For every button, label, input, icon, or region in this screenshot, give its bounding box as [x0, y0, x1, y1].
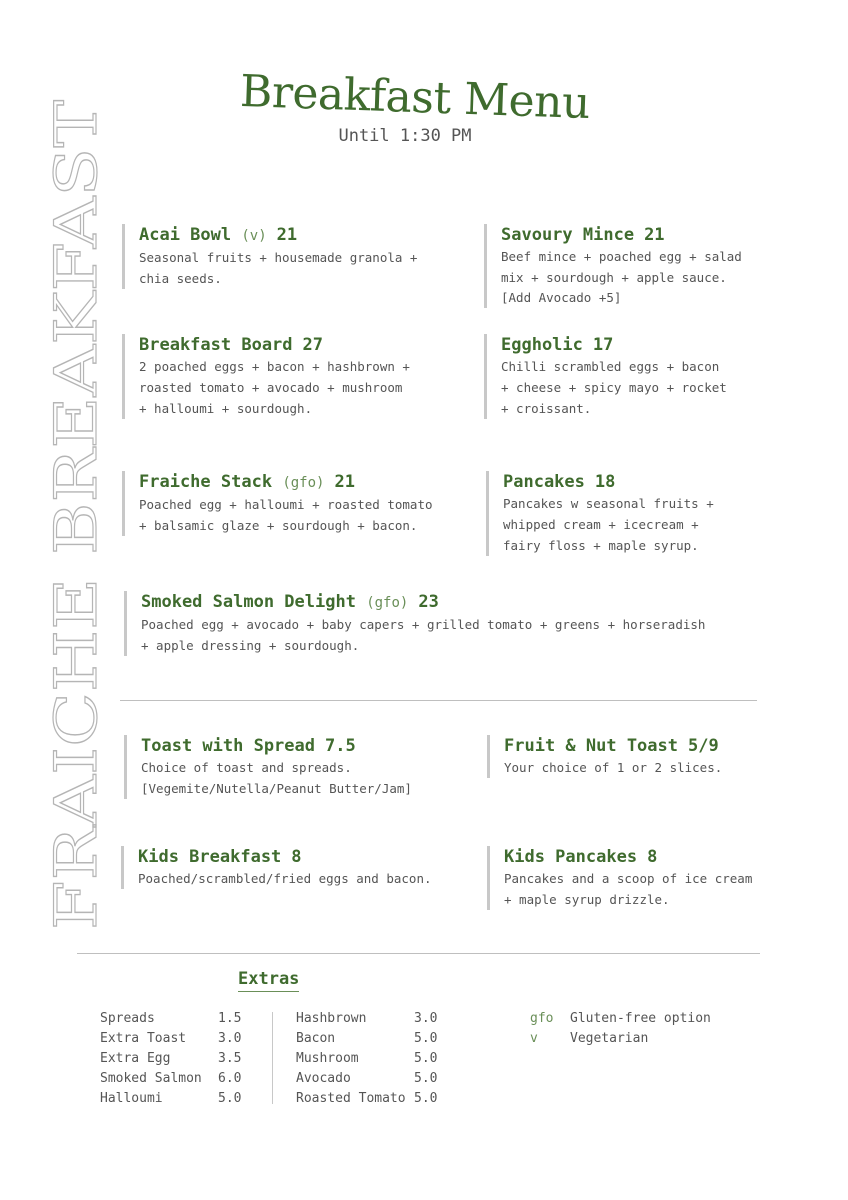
item-desc-line: Beef mince + poached egg + salad	[501, 249, 742, 264]
item-desc-line: chia seeds.	[139, 271, 222, 286]
extra-name: Mushroom	[296, 1051, 359, 1066]
extra-name: Avocado	[296, 1071, 351, 1086]
item-desc-line: + maple syrup drizzle.	[504, 892, 670, 907]
menu-item-breakfast-board	[122, 334, 410, 419]
menu-item-pancakes	[486, 471, 714, 556]
menu-item-kids-pancakes	[487, 846, 752, 910]
item-desc-line: 2 poached eggs + bacon + hashbrown +	[139, 359, 410, 374]
item-tag: (gfo)	[282, 475, 325, 491]
extras-row	[100, 1069, 258, 1089]
item-desc-line: + halloumi + sourdough.	[139, 401, 313, 416]
item-heading	[504, 735, 722, 757]
menu-item-smoked-salmon-delight	[124, 591, 705, 656]
item-name: Fraiche Stack	[139, 472, 273, 492]
item-heading	[138, 846, 432, 868]
extra-price: 5.0	[414, 1071, 438, 1086]
extra-name: Spreads	[100, 1011, 155, 1026]
item-desc-line: Poached/scrambled/fried eggs and bacon.	[138, 871, 432, 886]
menu-item-toast-with-spread	[124, 735, 412, 799]
item-tag: (v)	[241, 228, 267, 244]
extras-row	[100, 1029, 258, 1049]
item-desc-line: Poached egg + halloumi + roasted tomato	[139, 497, 433, 512]
item-price: 21	[276, 225, 298, 245]
item-heading	[139, 334, 410, 356]
item-heading	[504, 846, 752, 868]
extras-list-left	[100, 1009, 258, 1109]
item-desc-line: Pancakes w seasonal fruits +	[503, 496, 714, 511]
extras-row	[296, 1089, 454, 1109]
legend-meaning: Gluten-free option	[570, 1011, 711, 1026]
item-name: Fruit & Nut Toast	[504, 736, 678, 756]
item-name: Kids Pancakes	[504, 847, 638, 867]
dietary-legend	[530, 1009, 711, 1049]
extras-row	[296, 1029, 454, 1049]
extras-row	[296, 1049, 454, 1069]
item-tag: (gfo)	[366, 595, 409, 611]
legend-row	[530, 1009, 711, 1029]
item-desc-line: Choice of toast and spreads.	[141, 760, 352, 775]
item-name: Smoked Salmon Delight	[141, 592, 356, 612]
extra-price: 6.0	[218, 1071, 242, 1086]
extra-name: Roasted Tomato	[296, 1091, 406, 1106]
item-price: 7.5	[325, 736, 356, 756]
item-price: 8	[291, 847, 302, 867]
item-name: Breakfast Board	[139, 335, 293, 355]
item-desc-line: Seasonal fruits + housemade granola +	[139, 250, 418, 265]
extra-name: Hashbrown	[296, 1011, 367, 1026]
side-title-svg	[20, 95, 130, 930]
extras-row	[100, 1089, 258, 1109]
item-name: Acai Bowl	[139, 225, 232, 245]
legend-code: gfo	[530, 1011, 554, 1026]
item-desc-line: mix + sourdough + apple sauce.	[501, 270, 727, 285]
legend-meaning: Vegetarian	[570, 1031, 649, 1046]
extra-price: 3.5	[218, 1051, 242, 1066]
extras-column-divider	[272, 1012, 273, 1104]
item-price: 8	[647, 847, 658, 867]
menu-item-eggholic	[484, 334, 727, 419]
extras-list-right	[296, 1009, 454, 1109]
menu-item-savoury-mince	[484, 224, 742, 308]
item-price: 21	[334, 472, 355, 492]
extra-name: Extra Toast	[100, 1031, 187, 1046]
item-desc-line: whipped cream + icecream +	[503, 517, 699, 532]
legend-code: v	[530, 1031, 538, 1046]
item-desc-line: Pancakes and a scoop of ice cream	[504, 871, 753, 886]
item-addon: [Add Avocado +5]	[501, 290, 622, 305]
item-price: 18	[594, 472, 616, 492]
item-name: Toast with Spread	[141, 736, 315, 756]
item-heading	[139, 471, 433, 494]
item-desc-line: roasted tomato + avocado + mushroom	[139, 380, 403, 395]
extra-price: 5.0	[414, 1031, 438, 1046]
extra-price: 5.0	[414, 1091, 438, 1106]
extra-name: Bacon	[296, 1031, 336, 1046]
item-name: Kids Breakfast	[138, 847, 282, 867]
extra-name: Halloumi	[100, 1091, 163, 1106]
section-divider	[120, 700, 757, 701]
menu-subtitle: Until 1:30 PM	[338, 126, 472, 146]
item-desc-line: + balsamic glaze + sourdough + bacon.	[139, 518, 418, 533]
item-heading	[139, 224, 417, 247]
item-price: 17	[592, 335, 614, 355]
item-desc-line: [Vegemite/Nutella/Peanut Butter/Jam]	[141, 781, 412, 796]
extras-divider	[77, 953, 760, 954]
extra-price: 5.0	[218, 1091, 242, 1106]
extras-row	[296, 1009, 454, 1029]
item-desc-line: + croissant.	[501, 401, 592, 416]
item-price: 5/9	[688, 736, 719, 756]
extras-row	[100, 1049, 258, 1069]
menu-item-kids-breakfast	[121, 846, 432, 889]
item-desc-line: + cheese + spicy mayo + rocket	[501, 380, 727, 395]
menu-item-acai-bowl	[122, 224, 417, 289]
menu-item-fruit-nut-toast	[487, 735, 722, 778]
extras-row	[296, 1069, 454, 1089]
extra-price: 3.0	[218, 1031, 242, 1046]
item-desc-line: + apple dressing + sourdough.	[141, 638, 360, 653]
item-price: 23	[418, 592, 439, 612]
item-heading	[141, 591, 705, 614]
item-heading	[503, 471, 714, 493]
item-name: Savoury Mince	[501, 225, 635, 245]
item-heading	[501, 334, 727, 356]
item-name: Pancakes	[503, 472, 585, 492]
menu-title: Breakfast Menu	[239, 65, 591, 130]
item-heading	[141, 735, 412, 757]
item-desc-line: fairy floss + maple syrup.	[503, 538, 699, 553]
extra-name: Smoked Salmon	[100, 1071, 202, 1086]
legend-row	[530, 1029, 711, 1049]
extra-price: 1.5	[218, 1011, 242, 1026]
item-desc-line: Poached egg + avocado + baby capers + grilled tomato + greens + horseradish	[141, 617, 706, 632]
item-price: 27	[302, 335, 324, 355]
extra-price: 5.0	[414, 1051, 438, 1066]
item-heading	[501, 224, 742, 246]
side-title-vertical	[20, 95, 130, 930]
extra-price: 3.0	[414, 1011, 438, 1026]
extras-row	[100, 1009, 258, 1029]
extras-title: Extras	[238, 969, 299, 992]
menu-item-fraiche-stack	[122, 471, 433, 536]
item-name: Eggholic	[501, 335, 583, 355]
item-desc-line: Chilli scrambled eggs + bacon	[501, 359, 720, 374]
item-price: 21	[644, 225, 665, 245]
side-title-text: FRAICHE BREAKFAST	[42, 256, 110, 930]
item-desc-line: Your choice of 1 or 2 slices.	[504, 760, 723, 775]
extra-name: Extra Egg	[100, 1051, 171, 1066]
